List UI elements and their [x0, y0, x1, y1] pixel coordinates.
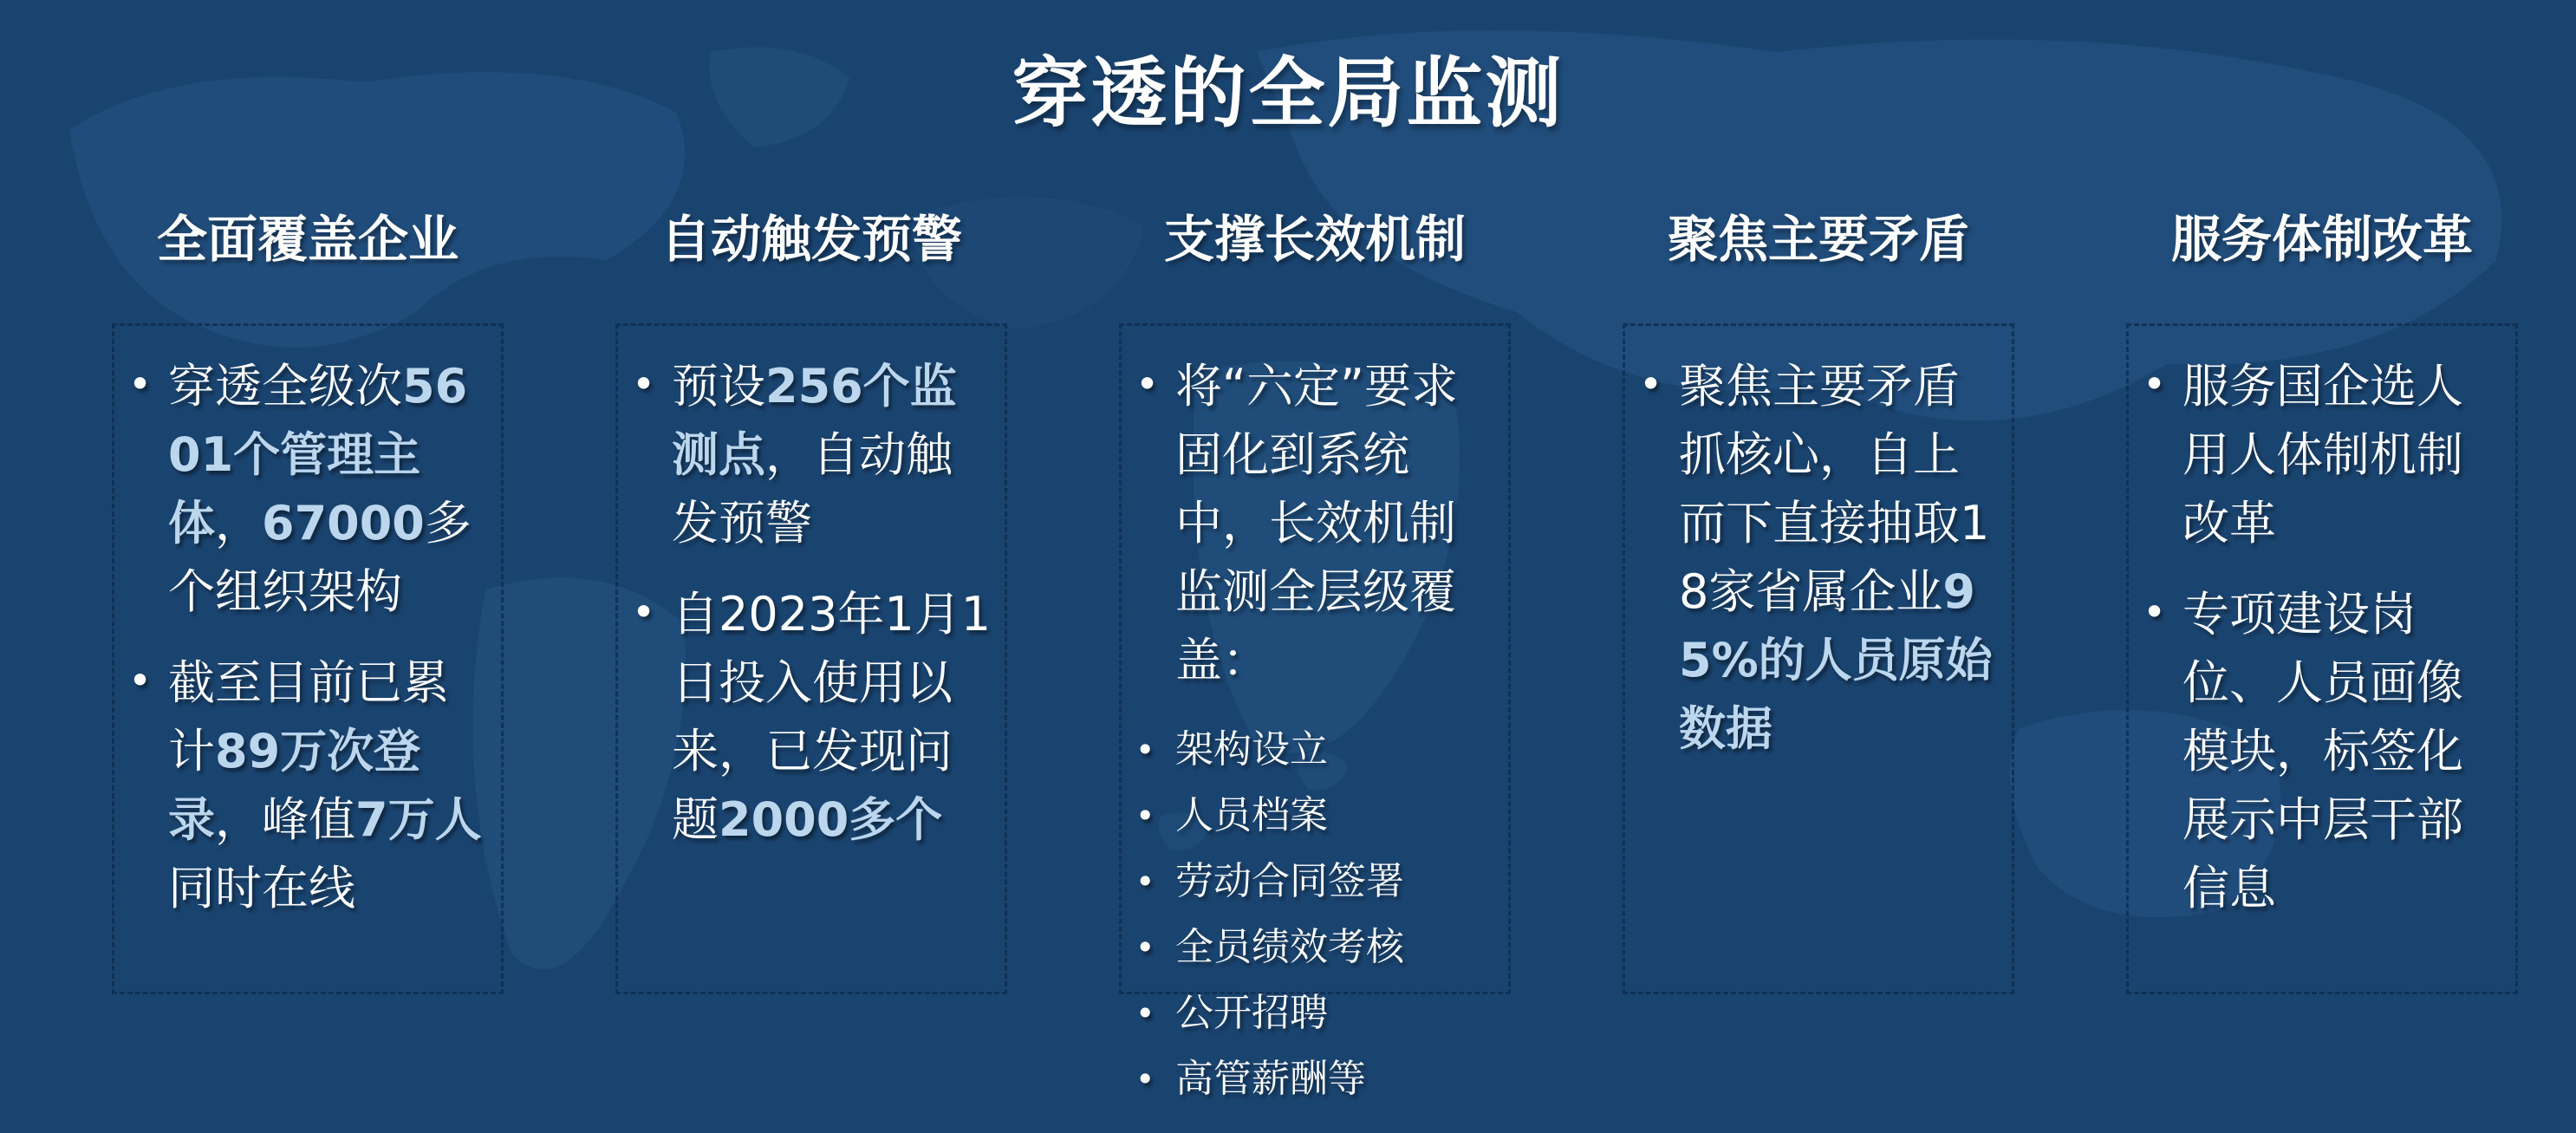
column-header: 聚焦主要矛盾: [1667, 210, 1969, 269]
columns-container: [112, 210, 2518, 1101]
sub-bullet-item: [1134, 1046, 1498, 1112]
column-1: [112, 212, 504, 994]
highlighted-text-segment: 67000: [262, 496, 425, 550]
column-5: [2126, 212, 2518, 994]
bullet-item: [630, 580, 994, 854]
column-dashed-box: [112, 323, 504, 994]
text-segment: 公开招聘: [1175, 991, 1328, 1035]
bullet-item: [2141, 580, 2505, 922]
bullet-list: [2141, 352, 2505, 922]
highlighted-text-segment: 2000多个: [719, 792, 943, 847]
column-dashed-box: [1623, 323, 2014, 994]
text-segment: 截至目前已累计: [168, 655, 449, 778]
text-segment: 自2023年1月1日投入使用以来，已发现问题: [672, 587, 992, 847]
column-header: 服务体制改革: [2170, 210, 2473, 269]
text-segment: 人员档案: [1175, 793, 1328, 837]
bullet-item: [1637, 352, 2001, 763]
column-dashed-box: [1119, 323, 1511, 1101]
text-segment: 服务国企选人用人体制机制改革: [2182, 359, 2463, 550]
text-segment: 架构设立: [1175, 727, 1328, 772]
bullet-list: [630, 352, 994, 854]
column-dashed-box: [2126, 323, 2518, 994]
text-segment: 穿透全级次: [168, 359, 402, 413]
bullet-item: [127, 648, 491, 922]
column-dashed-box: [615, 323, 1007, 994]
sub-bullet-item: [1134, 980, 1498, 1046]
bullet-list: [1134, 352, 1498, 1112]
highlighted-text-segment: 5601个管理主体: [168, 359, 468, 550]
text-segment: 同时在线: [168, 861, 355, 915]
sub-bullet-item: [1134, 849, 1498, 915]
bullet-item: [2141, 352, 2505, 557]
text-segment: 全员绩效考核: [1175, 925, 1404, 969]
sub-bullet-item: [1134, 915, 1498, 980]
column-2: [615, 212, 1007, 994]
highlighted-text-segment: 7万人: [355, 792, 482, 847]
text-segment: ，自动触发预警: [672, 427, 953, 550]
bullet-item: [630, 352, 994, 557]
sub-bullet-item: [1134, 717, 1498, 783]
column-header: 全面覆盖企业: [156, 210, 459, 269]
sub-bullet-item: [1134, 783, 1498, 849]
text-segment: 专项建设岗位、人员画像模块，标签化展示中层干部信息: [2182, 587, 2463, 915]
column-4: [1623, 212, 2014, 994]
bullet-list: [1637, 352, 2001, 763]
bullet-item: [1134, 352, 1498, 694]
bullet-list: [127, 352, 491, 922]
text-segment: ，峰值: [215, 792, 355, 847]
text-segment: 劳动合同签署: [1175, 859, 1404, 903]
slide-title: 穿透的全局监测: [1012, 49, 1564, 138]
text-segment: 将“六定”要求固化到系统中，长效机制监测全层级覆盖：: [1175, 359, 1458, 687]
text-segment: 聚焦主要矛盾抓核心，自上而下直接抽取18家省属企业: [1679, 359, 1990, 619]
text-segment: 高管薪酬等: [1175, 1057, 1366, 1101]
text-segment: 预设: [672, 359, 765, 413]
highlighted-text-segment: 89万次登录: [168, 724, 421, 847]
text-segment: 多个组织架构: [168, 496, 472, 619]
highlighted-text-segment: 95%的人员原始数据: [1679, 564, 1993, 756]
column-3: [1119, 210, 1511, 1101]
bullet-item: [127, 352, 491, 626]
column-header: 自动触发预警: [660, 210, 962, 269]
column-header: 支撑长效机制: [1163, 210, 1466, 269]
highlighted-text-segment: 256个监测点: [672, 359, 957, 482]
text-segment: ，: [215, 496, 262, 550]
